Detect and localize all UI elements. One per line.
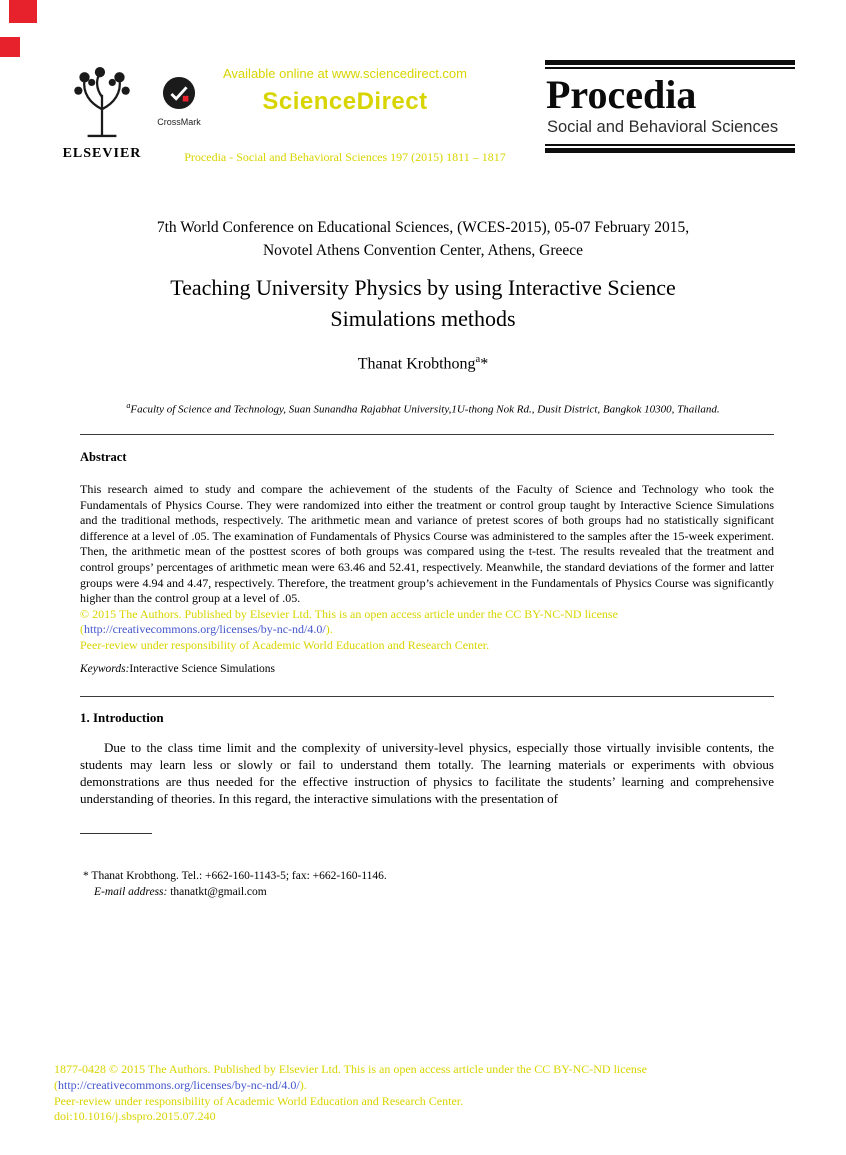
procedia-subtitle: Social and Behavioral Sciences [547, 118, 779, 136]
abstract-body: This research aimed to study and compare the achievement of the students of the Faculty of Science and Technology who took the Fundamentals of Physics Course. They were randomized into either the treatment or control group taught by Interactive Science Simulations and the traditional methods, respectively. The arithmetic mean and variance of pretest scores of both groups had no statistically significant difference at a level of .05. The examination of Fundamentals of Physics Course was administered to the samples after the 15-week experiment. Then, the arithmetic mean of the posttest scores of both groups was compared using the t-test. The results revealed that the treatment and control groups’ percentages of arithmetic mean were 63.46 and 52.41, respectively. Meanwhile, the standard deviations of the former and latter groups were 4.94 and 4.47, respectively. Therefore, the treatment group’s achievement in the Fundamentals of Physics Course was significantly higher than the control group at a level of .05. [80, 482, 774, 606]
keywords-value: Interactive Science Simulations [129, 662, 276, 675]
article-title-line1: Teaching University Physics by using Interactive Science [170, 275, 676, 300]
elsevier-wordmark: ELSEVIER [62, 146, 142, 161]
footnote-block [83, 869, 387, 900]
conference-line1: 7th World Conference on Educational Sciences, (WCES-2015), 05-07 February 2015, [156, 219, 690, 236]
scan-artifact-red-mark-left [0, 37, 20, 57]
procedia-masthead [545, 60, 795, 153]
procedia-rule-bottom-thin [545, 144, 795, 146]
footer-cc-license-link[interactable]: http://creativecommons.org/licenses/by-nc-nd/4.0/ [58, 1077, 300, 1092]
author-affiliation [40, 401, 806, 416]
open-access-statement [80, 607, 774, 654]
scan-artifact-red-mark-top [9, 0, 37, 23]
copyright-line: © 2015 The Authors. Published by Elsevier Ltd. This is an open access article under the CC BY-NC-ND license [80, 606, 618, 621]
peer-review-statement: Peer-review under responsibility of Academic World Education and Research Center. [80, 637, 490, 652]
available-online-text: Available online at www.sciencedirect.com [223, 66, 467, 81]
procedia-rule-bottom-thick [545, 148, 795, 153]
sciencedirect-logo: ScienceDirect [262, 88, 428, 115]
article-title [40, 272, 806, 334]
divider-rule-bottom [80, 696, 774, 697]
author-line [0, 354, 846, 373]
journal-reference: Procedia - Social and Behavioral Sciences 197 (2015) 1811 – 1817 [184, 150, 506, 164]
cc-paren-open: ( [80, 622, 84, 637]
footnote-email-label: E-mail address: [94, 885, 168, 898]
abstract-section [80, 450, 774, 675]
footer-issn-line: 1877-0428 © 2015 The Authors. Published by Elsevier Ltd. This is an open access article under the CC BY-NC-ND license [54, 1062, 647, 1076]
footer-cc-license-line [54, 1078, 796, 1094]
crossmark-label: CrossMark [157, 117, 201, 127]
affiliation-text: Faculty of Science and Technology, Suan Sunandha Rajabhat University,1U-thong Nok Rd., Dusit District, Bangkok 10300, Thailand. [130, 403, 720, 416]
author-name: Thanat Krobthong [357, 355, 476, 373]
procedia-rule-top-thin [545, 67, 795, 69]
abstract-heading: Abstract [80, 450, 127, 464]
affiliation-superscript: a [126, 401, 131, 410]
conference-line2: Novotel Athens Convention Center, Athens, Greece [262, 242, 584, 259]
footer-peer-review: Peer-review under responsibility of Academic World Education and Research Center. [54, 1093, 464, 1108]
procedia-rule-top-thick [545, 60, 795, 65]
footer-doi: doi:10.1016/j.sbspro.2015.07.240 [54, 1109, 216, 1124]
cc-license-link[interactable]: http://creativecommons.org/licenses/by-nc-nd/4.0/ [84, 622, 326, 637]
elsevier-logo [56, 66, 148, 162]
elsevier-tree-icon [70, 125, 134, 142]
keywords-line [80, 663, 774, 675]
cc-paren-close: ). [325, 622, 333, 637]
footnote-email [94, 885, 387, 901]
article-title-line2: Simulations methods [330, 306, 516, 331]
divider-rule-top [80, 434, 774, 435]
footer-cc-paren-close: ). [299, 1077, 307, 1092]
footnote-email-value: thanatkt@gmail.com [167, 885, 267, 898]
cc-license-line [80, 622, 774, 638]
footnote-divider [80, 833, 152, 834]
footnote-contact: * Thanat Krobthong. Tel.: +662-160-1143-5; fax: +662-160-1146. [83, 870, 387, 882]
author-footnote-mark: * [480, 355, 489, 373]
introduction-heading: 1. Introduction [80, 710, 164, 725]
imprint-block [54, 1062, 796, 1125]
introduction-paragraph: Due to the class time limit and the complexity of university-level physics, especially those virtually invisible contents, the students may learn less or slowly or fail to understand them totally. The learning materials or experiments with obvious demonstrations are thus needed for the effective instruction of physics to facilitate the students’ learning and comprehensive understanding of theories. In this regard, the interactive simulations with the presentation of [80, 740, 774, 806]
keywords-label: Keywords: [80, 662, 130, 675]
footer-cc-paren-open: ( [54, 1077, 58, 1092]
procedia-title: Procedia [546, 72, 697, 117]
author-superscript: a [475, 354, 481, 365]
conference-heading [60, 216, 786, 262]
